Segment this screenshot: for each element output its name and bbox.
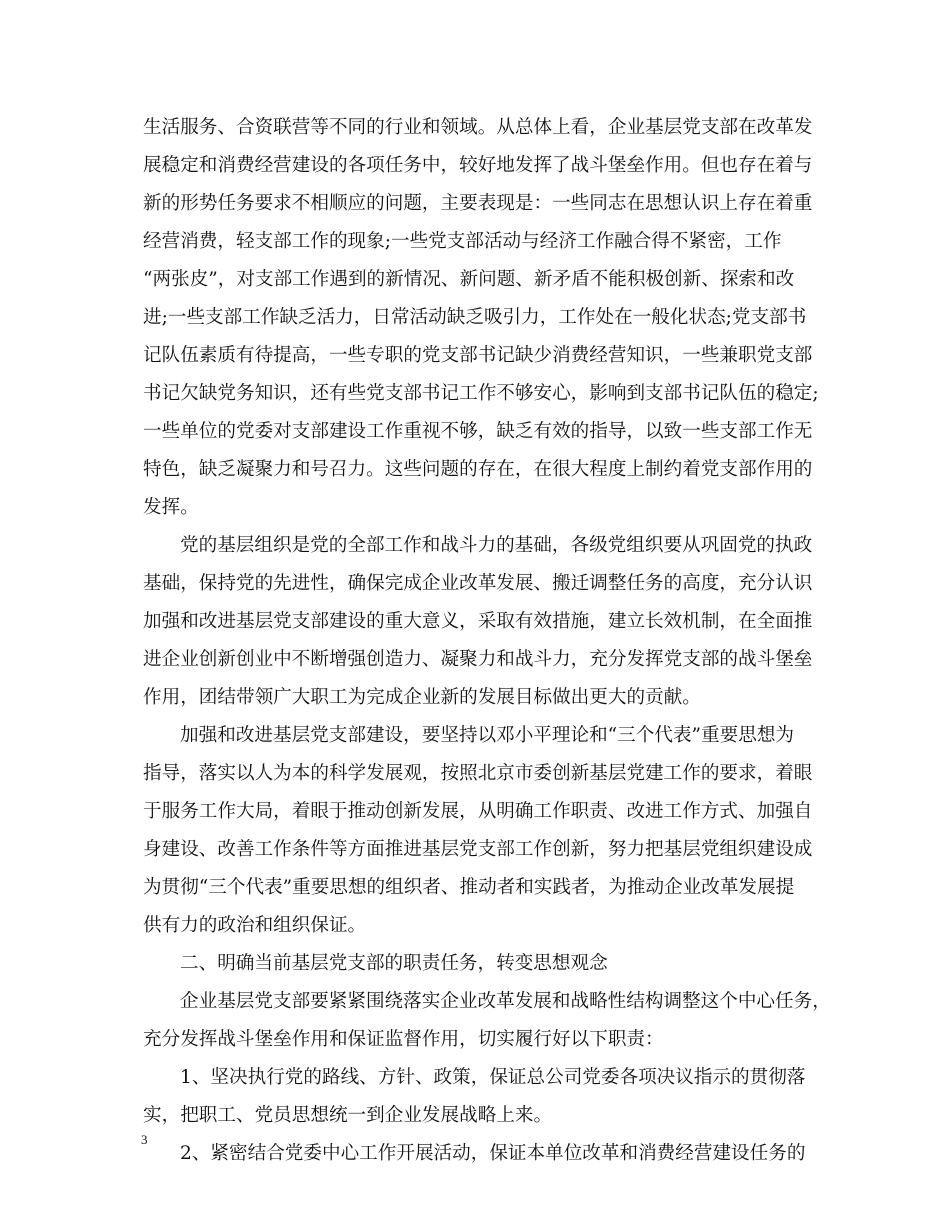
text-line: 1、坚决执行党的路线、方针、政策，保证总公司党委各项决议指示的贯彻落 (180, 1067, 806, 1088)
text-line: 发挥。 (143, 497, 199, 518)
text-line: 生活服务、合资联营等不同的行业和领域。从总体上看，企业基层党支部在改革发 (143, 117, 813, 138)
text-line: 加强和改进基层党支部建设，要坚持以邓小平理论和“三个代表”重要思想为 (180, 725, 795, 746)
text-line: 充分发挥战斗堡垒作用和保证监督作用，切实履行好以下职责： (143, 1029, 664, 1050)
text-line: 二、明确当前基层党支部的职责任务，转变思想观念 (180, 953, 608, 974)
text-line: 指导，落实以人为本的科学发展观，按照北京市委创新基层党建工作的要求，着眼 (143, 763, 813, 784)
text-line: 进企业创新创业中不断增强创造力、凝聚力和战斗力，充分发挥党支部的战斗堡垒 (143, 649, 813, 670)
text-line: 记队伍素质有待提高，一些专职的党支部书记缺少消费经营知识，一些兼职党支部 (143, 345, 813, 366)
page-number: 3 (141, 1132, 148, 1147)
text-line: 新的形势任务要求不相顺应的问题，主要表现是：一些同志在思想认识上存在着重 (143, 193, 813, 214)
text-line: 展稳定和消费经营建设的各项任务中，较好地发挥了战斗堡垒作用。但也存在着与 (143, 155, 813, 176)
text-line: 实，把职工、党员思想统一到企业发展战略上来。 (143, 1105, 553, 1126)
body-text (143, 109, 831, 1173)
text-line: 身建设、改善工作条件等方面推进基层党支部工作创新，努力把基层党组织建设成 (143, 839, 813, 860)
text-line: “两张皮”，对支部工作遇到的新情况、新问题、新矛盾不能积极创新、探索和改 (143, 269, 795, 290)
text-line: 书记欠缺党务知识，还有些党支部书记工作不够安心，影响到支部书记队伍的稳定; (143, 383, 819, 404)
text-line: 进;一些支部工作缺乏活力，日常活动缺乏吸引力，工作处在一般化状态;党支部书 (143, 307, 807, 328)
text-line: 特色，缺乏凝聚力和号召力。这些问题的存在，在很大程度上制约着党支部作用的 (143, 459, 813, 480)
text-line: 基础，保持党的先进性，确保完成企业改革发展、搬迁调整任务的高度，充分认识 (143, 573, 813, 594)
text-line: 经营消费，轻支部工作的现象;一些党支部活动与经济工作融合得不紧密，工作 (143, 231, 782, 252)
text-line: 2、紧密结合党委中心工作开展活动，保证本单位改革和消费经营建设任务的 (180, 1143, 806, 1164)
text-line: 供有力的政治和组织保证。 (143, 915, 367, 936)
text-line: 加强和改进基层党支部建设的重大意义，采取有效措施，建立长效机制，在全面推 (143, 611, 813, 632)
text-line: 于服务工作大局，着眼于推动创新发展，从明确工作职责、改进工作方式、加强自 (143, 801, 813, 822)
text-line: 党的基层组织是党的全部工作和战斗力的基础，各级党组织要从巩固党的执政 (180, 535, 813, 556)
text-line: 为贯彻“三个代表”重要思想的组织者、推动者和实践者，为推动企业改革发展提 (143, 877, 795, 898)
text-line: 一些单位的党委对支部建设工作重视不够，缺乏有效的指导，以致一些支部工作无 (143, 421, 813, 442)
text-line: 作用，团结带领广大职工为完成企业新的发展目标做出更大的贡献。 (143, 687, 701, 708)
text-line: 企业基层党支部要紧紧围绕落实企业改革发展和战略性结构调整这个中心任务， (180, 991, 831, 1012)
